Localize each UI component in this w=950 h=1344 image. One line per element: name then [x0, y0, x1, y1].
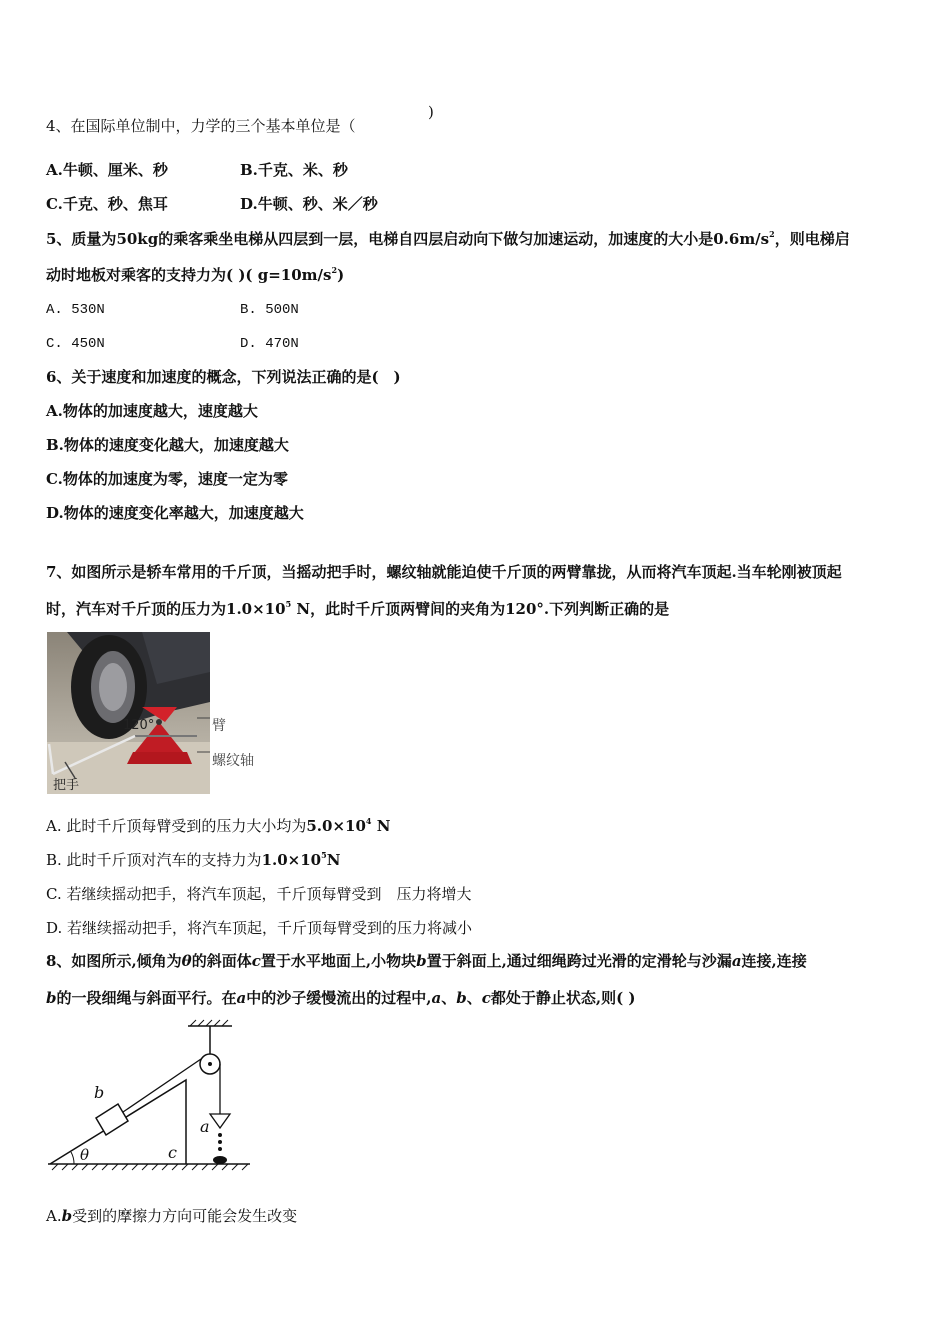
- q5-stem-line2: 动时地板对乘客的支持力为( )( $g=10m/s^2$): [46, 265, 345, 284]
- label-c: c: [168, 1143, 177, 1162]
- handle-label: 把手: [53, 778, 80, 793]
- q6-option-d: D.物体的速度变化率越大，加速度越大: [46, 504, 304, 522]
- q4-stem: 4、在国际单位制中，力学的三个基本单位是（: [46, 117, 356, 135]
- q4-option-d: D.牛顿、秒、米／秒: [240, 195, 378, 213]
- q5-stem-line1: 5、质量为50kg的乘客乘坐电梯从四层到一层，电梯自四层启动向下做匀加速运动，加速度的大小是$0.6m/s^2$，则电梯启: [46, 229, 850, 248]
- q7-option-d: D. 若继续摇动把手，将汽车顶起，千斤顶每臂受到的压力将减小: [46, 919, 473, 937]
- q8-option-a: A.b受到的摩擦力方向可能会发生改变: [46, 1207, 298, 1225]
- q8-stem-line2: b的一段细绳与斜面平行。在a中的沙子缓慢流出的过程中,a、b、c都处于静止状态,则( ): [46, 989, 636, 1007]
- q4-option-b: B.千克、米、秒: [240, 161, 348, 179]
- label-theta: θ: [80, 1146, 90, 1164]
- q6-option-c: C.物体的加速度为零，速度一定为零: [46, 470, 288, 488]
- q8-stem-line1: 8、如图所示,倾角为θ的斜面体c置于水平地面上,小物块b置于斜面上,通过细绳跨过光滑的定滑轮与沙漏a连接,连接: [46, 952, 807, 970]
- q6-stem: 6、关于速度和加速度的概念，下列说法正确的是( ): [46, 368, 401, 386]
- q7-option-c: C. 若继续摇动把手，将汽车顶起，千斤顶每臂受到 压力将增大: [46, 885, 472, 903]
- q5-option-d: D. 470N: [240, 336, 299, 352]
- q5-option-a: A. 530N: [46, 302, 105, 318]
- q6-option-a: A.物体的加速度越大，速度越大: [46, 402, 258, 420]
- q6-option-b: B.物体的速度变化越大，加速度越大: [46, 436, 289, 454]
- car-jack-photo: [47, 632, 210, 794]
- q4-option-c: C.千克、秒、焦耳: [46, 195, 168, 213]
- q7-stem-line2: 时，汽车对千斤顶的压力为$1.0\times 10^5$ N，此时千斤顶两臂间的夹角为120°.下列判断正确的是: [46, 599, 670, 618]
- q7-option-a: A. 此时千斤顶每臂受到的压力大小均为$5.0\times 10^4$ N: [46, 816, 391, 835]
- q7-stem-line1: 7、如图所示是轿车常用的千斤顶，当摇动把手时，螺纹轴就能迫使千斤顶的两臂靠拢，从而将汽车顶起.当车轮刚被顶起: [46, 563, 842, 581]
- label-b: b: [94, 1083, 105, 1102]
- arm-label: 臂: [212, 718, 226, 734]
- q4-option-a: A.牛顿、厘米、秒: [46, 161, 168, 179]
- q5-option-b: B. 500N: [240, 302, 299, 318]
- label-a: a: [200, 1117, 210, 1136]
- screw-label: 螺纹轴: [212, 753, 254, 769]
- angle-label: 120°: [123, 718, 155, 733]
- q4-close-paren: ): [428, 103, 434, 121]
- incline-pulley-diagram: [40, 1018, 260, 1182]
- q7-option-b: B. 此时千斤顶对汽车的支持力为$1.0\times 10^5N$: [46, 850, 341, 869]
- q5-option-c: C. 450N: [46, 336, 105, 352]
